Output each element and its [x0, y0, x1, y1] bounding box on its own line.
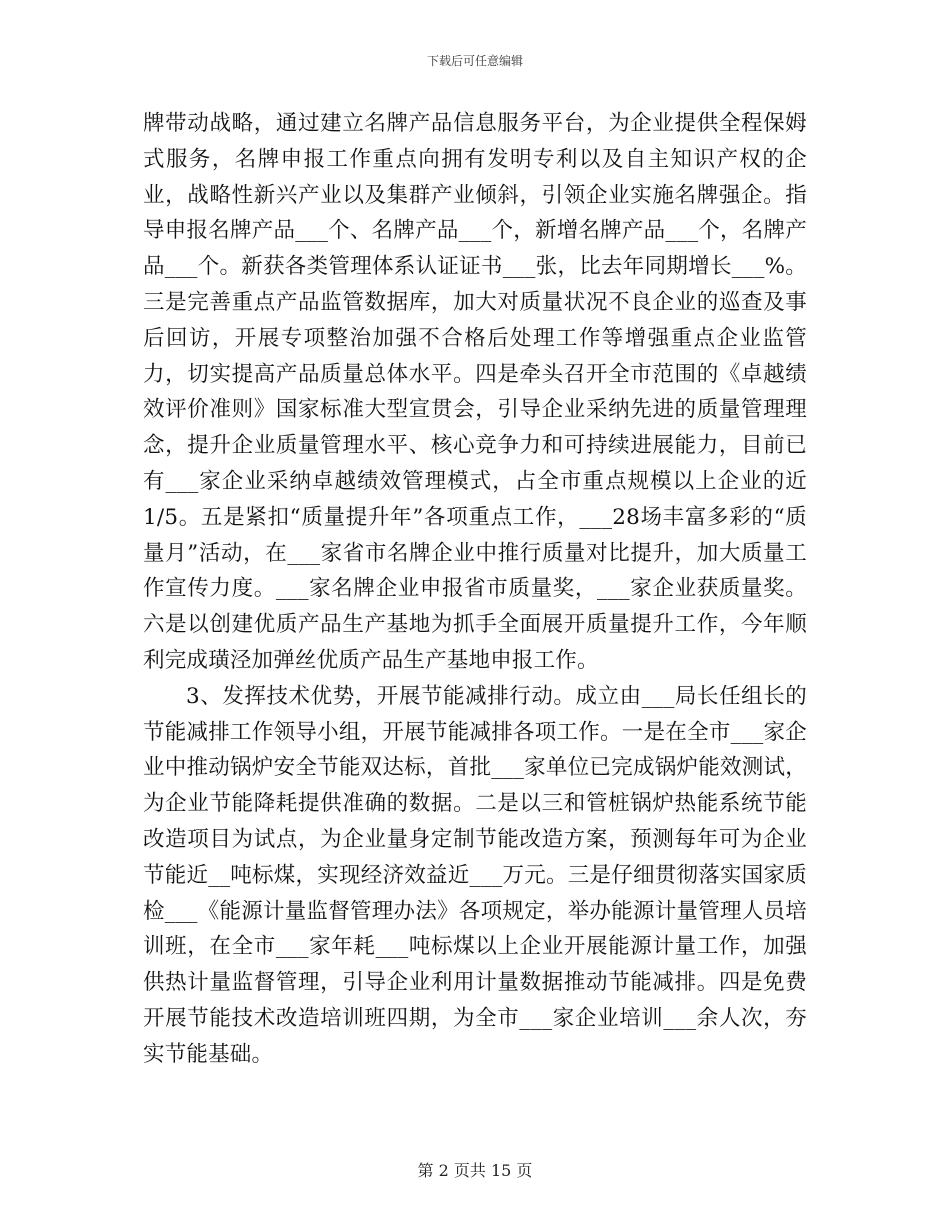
page-number-footer: 第 2 页共 15 页 [417, 1161, 533, 1180]
body-paragraph: 3、发挥技术优势，开展节能减排行动。成立由___局长任组长的节能减排工作领导小组，开展节能减排各项工作。一是在全市___家企业中推动锅炉安全节能双达标，首批___家单位已完成锅炉能效测试，为企业节能降耗提供准确的数据。二是以三和管桩锅炉热能系统节能改造项目为试点，为企业量身定制节能改造方案，预测每年可为企业节能近__吨标煤，实现经济效益近___万元。三是仔细贯彻落实国家质检___《能源计量监督管理办法》各项规定，举办能源计量管理人员培训班，在全市___家年耗___吨标煤以上企业开展能源计量工作，加强供热计量监督管理，引导企业利用计量数据推动节能减排。四是免费开展节能技术改造培训班四期，为全市___家企业培训___余人次，夯实节能基础。 [143, 683, 807, 1067]
body-paragraph: 牌带动战略，通过建立名牌产品信息服务平台，为企业提供全程保姆式服务，名牌申报工作重点向拥有发明专利以及自主知识产权的企业，战略性新兴产业以及集群产业倾斜，引领企业实施名牌强企。指导申报名牌产品___个、名牌产品___个，新增名牌产品___个，名牌产品___个。新获各类管理体系认证证书___张，比去年同期增长___%。三是完善重点产品监管数据库，加大对质量状况不良企业的巡查及事后回访，开展专项整治加强不合格后处理工作等增强重点企业监管力，切实提高产品质量总体水平。四是牵头召开全市范围的《卓越绩效评价准则》国家标准大型宣贯会，引导企业采纳先进的质量管理理念，提升企业质量管理水平、核心竞争力和可持续进展能力，目前已有___家企业采纳卓越绩效管理模式，占全市重点规模以上企业的近1/5。五是紧扣“质量提升年”各项重点工作，___28场丰富多彩的“质量月”活动，在___家省市名牌企业中推行质量对比提升，加大质量工作宣传力度。___家名牌企业申报省市质量奖，___家企业获质量奖。六是以创建优质产品生产基地为抓手全面展开质量提升工作，今年顺利完成璜泾加弹丝优质产品生产基地申报工作。 [143, 111, 807, 673]
page-header: 下载后可任意编辑 [426, 54, 523, 68]
document-body [143, 106, 807, 1073]
